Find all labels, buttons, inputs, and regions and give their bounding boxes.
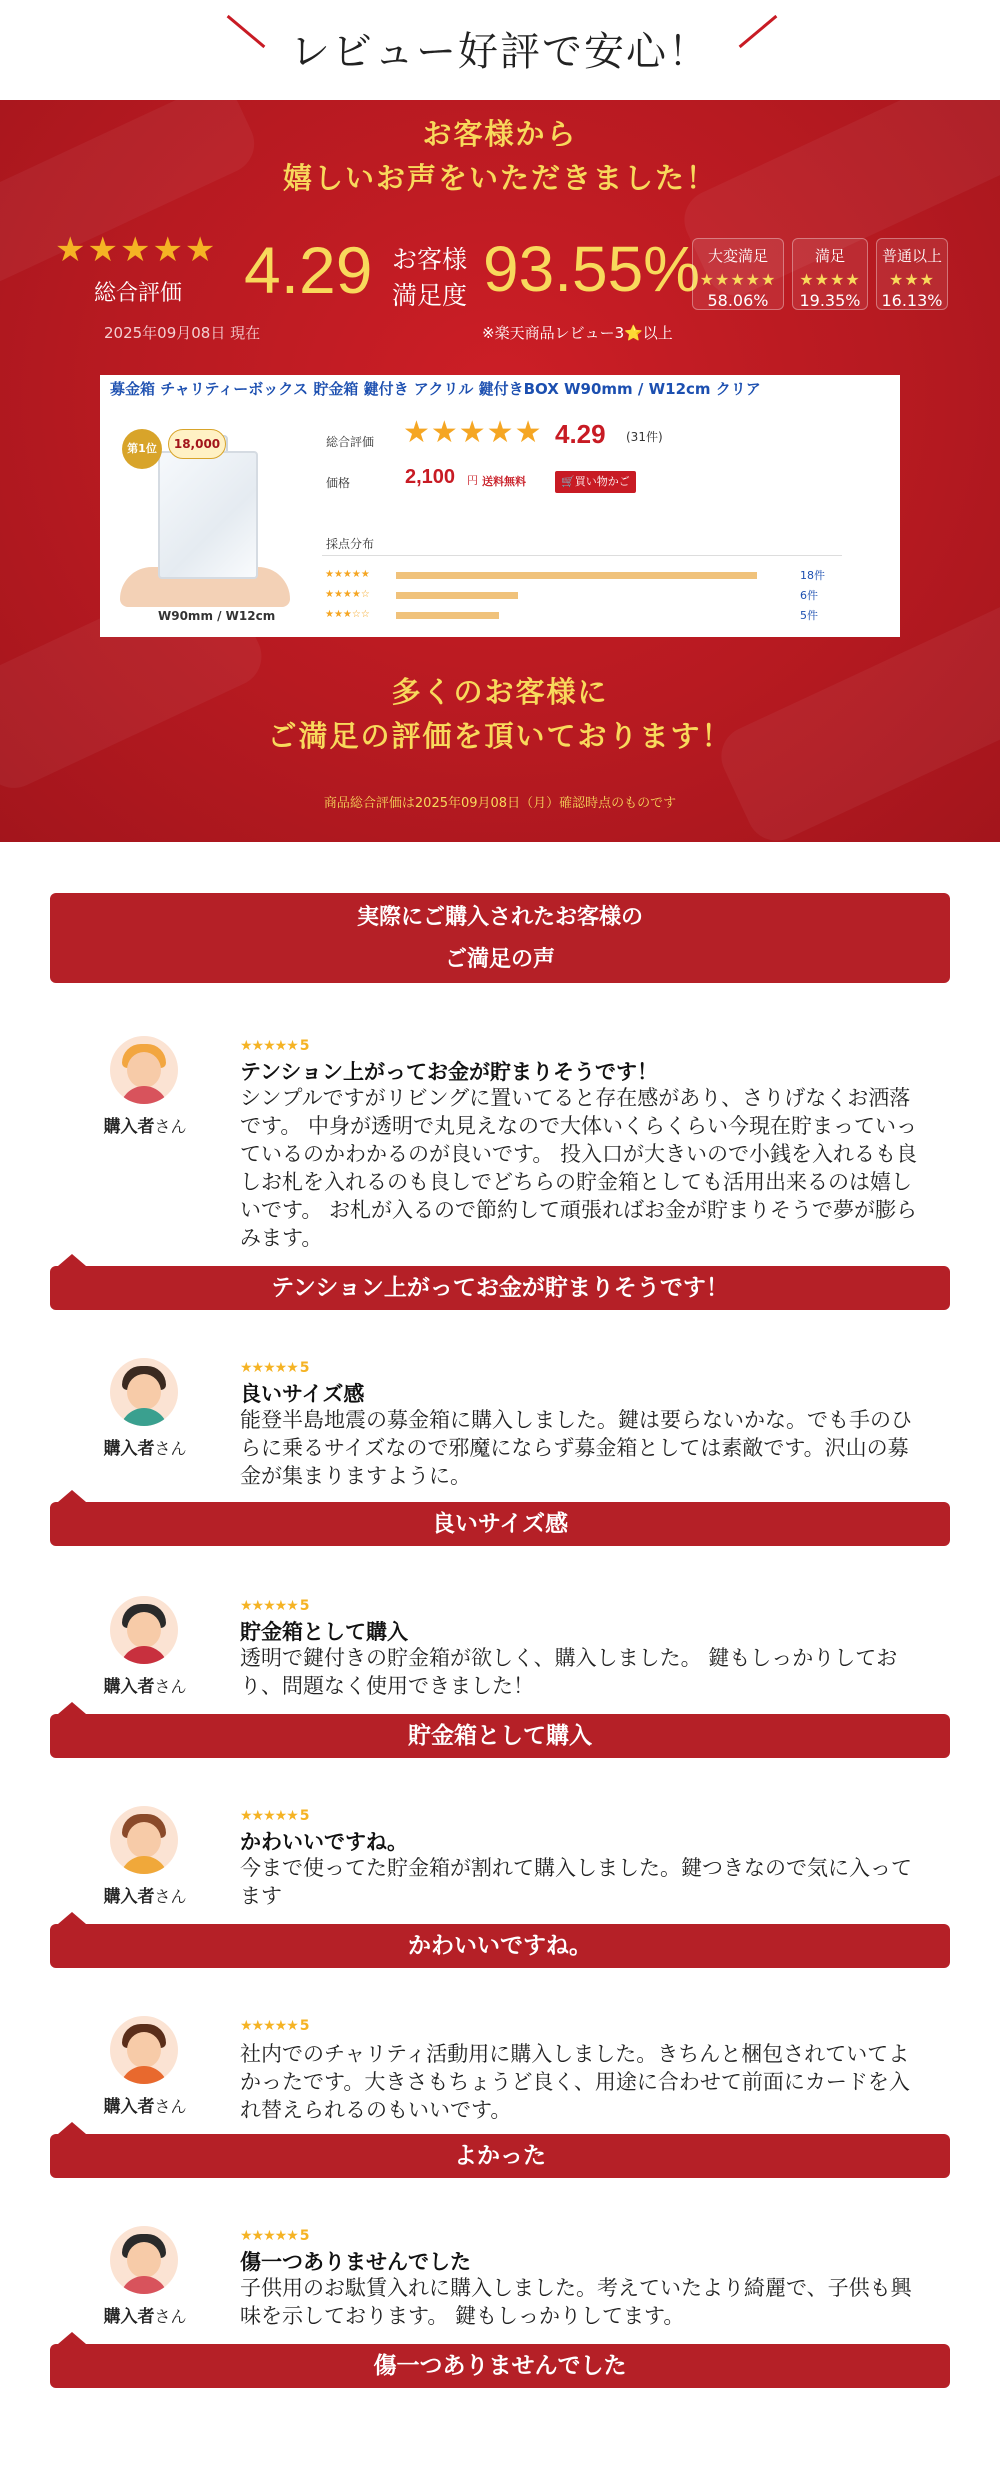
product-photo (120, 407, 290, 632)
divider (322, 555, 842, 556)
reviewer-name: 購入者さん (103, 1117, 187, 1137)
review-banner: 傷一つありませんでした (50, 2344, 950, 2388)
price-value: 2,100 (405, 466, 456, 488)
review-card (0, 1030, 1000, 1320)
review-title: かわいいですね。 (240, 1830, 408, 1854)
product-review-card[interactable] (100, 375, 900, 637)
review-banner: かわいいですね。 (50, 1924, 950, 1968)
satisfaction-note: ※楽天商品レビュー3⭐以上 (482, 324, 673, 342)
reviewer-name: 購入者さん (103, 1677, 187, 1697)
add-to-cart-button[interactable]: 🛒買い物かご (555, 471, 636, 493)
review-body: シンプルですがリビングに置いてると存在感があり、さりげなくお洒落です。 中身が透明で丸見えなので大体いくらくらい今現在貯まっていっているのかわかるのが良いです。 投入口が大きいので小銭を入れるも良しお札を入れるのも良しでどちらの貯金箱としても活用出来るのは嬉しいです。 お札が入るので節約して頑張ればお金が貯まりそうで夢が膨らみます。 (240, 1086, 917, 1250)
breakdown-label: 満足 (814, 247, 845, 265)
avatar-body (120, 1408, 168, 1426)
acrylic-box-shape (158, 451, 258, 579)
rating-count[interactable]: (31件) (626, 430, 663, 444)
rating-score: 4.29 (555, 419, 606, 449)
overall-stars: ★★★★★ (55, 230, 218, 270)
reviewer-avatar (110, 1036, 178, 1104)
reviewer-avatar (110, 2016, 178, 2084)
distribution-bar (396, 592, 518, 599)
rating-label: 総合評価 (326, 435, 375, 449)
hero-footnote: 商品総合評価は2025年09月08日（月）確認時点のものです (323, 796, 677, 811)
overall-score: 4.29 (244, 233, 373, 307)
reviewer-avatar (110, 1358, 178, 1426)
breakdown-label: 大変満足 (707, 247, 768, 265)
distribution-count[interactable]: 6件 (800, 589, 818, 602)
review-stars: ★★★★★ 5 (240, 2228, 309, 2244)
review-title: テンション上がってお金が貯まりそうです！ (240, 1060, 659, 1084)
review-banner: 良いサイズ感 (50, 1502, 950, 1546)
distribution-count[interactable]: 5件 (800, 609, 818, 622)
reviewer-avatar (110, 2226, 178, 2294)
hero-heading-1: お客様から (422, 117, 578, 151)
review-card (0, 1590, 1000, 1770)
distribution-count[interactable]: 18件 (800, 569, 825, 582)
reviewer-name: 購入者さん (103, 1439, 187, 1459)
review-banner: 貯金箱として購入 (50, 1714, 950, 1758)
distribution-stars: ★★★★★ (325, 569, 370, 580)
customer-voice-banner (50, 893, 950, 983)
avatar-body (120, 1086, 168, 1104)
distribution-bar (396, 572, 757, 579)
hero-bottom-heading-1: 多くのお客様に (391, 675, 609, 709)
review-title: 貯金箱として購入 (240, 1620, 408, 1644)
breakdown-percent: 58.06% (707, 291, 769, 310)
avatar-face (127, 1374, 161, 1410)
avatar-body (120, 1856, 168, 1874)
breakdown-badge-very-satisfied (692, 238, 784, 310)
rating-stars: ★★★★★ (403, 415, 543, 450)
avatar-face (127, 2032, 161, 2068)
shipping-label: 送料無料 (482, 475, 526, 488)
breakdown-badge-average (876, 238, 948, 310)
avatar-body (120, 2276, 168, 2294)
price-label: 価格 (326, 476, 351, 490)
review-banner: テンション上がってお金が貯まりそうです！ (50, 1266, 950, 1310)
reviewer-name: 購入者さん (103, 2097, 187, 2117)
review-body: 能登半島地震の募金箱に購入しました。鍵は要らないかな。でも手のひらに乗るサイズなので邪魔にならず募金箱としては素敵です。沢山の募金が集まりますように。 (240, 1408, 912, 1488)
distribution-stars: ★★★☆☆ (325, 609, 370, 620)
satisfaction-label-2: 満足度 (392, 281, 468, 310)
avatar-face (127, 1612, 161, 1648)
banner-line-1: 実際にご購入されたお客様の (356, 905, 643, 930)
hero-bottom-heading-2: ご満足の評価を頂いております！ (267, 719, 733, 753)
review-card (0, 2010, 1000, 2190)
breakdown-percent: 16.13% (881, 291, 943, 310)
breakdown-label: 普通以上 (881, 247, 942, 265)
review-banner: よかった (50, 2134, 950, 2178)
price-unit: 円 (467, 474, 478, 487)
review-body: 透明で鍵付きの貯金箱が欲しく、購入しました。 鍵もしっかりしており、問題なく使用できました！ (240, 1646, 898, 1698)
overall-label: 総合評価 (94, 281, 183, 306)
avatar-face (127, 2242, 161, 2278)
rank-badge: 第1位 (122, 429, 162, 469)
review-stars: ★★★★★ 5 (240, 1598, 309, 1614)
review-body: 子供用のお駄賃入れに購入しました。考えていたより綺麗で、子供も興味を示しております。 鍵もしっかりしてます。 (240, 2276, 912, 2328)
banner-line-2: ご満足の声 (444, 947, 555, 972)
review-body: 今まで使ってた貯金箱が割れて購入しました。鍵つきなので気に入ってます (240, 1856, 912, 1908)
review-card (0, 1352, 1000, 1552)
distribution-label: 採点分布 (326, 537, 375, 551)
overall-date: 2025年09月08日 現在 (104, 324, 261, 342)
satisfaction-label-1: お客様 (392, 245, 468, 274)
breakdown-stars: ★★★★★ (699, 270, 777, 289)
review-card (0, 2220, 1000, 2410)
reviewer-name: 購入者さん (103, 2307, 187, 2327)
review-stars: ★★★★★ 5 (240, 1038, 309, 1054)
review-body: 社内でのチャリティ活動用に購入しました。きちんと梱包されていてよかったです。大きさもちょうど良く、用途に合わせて前面にカードを入れ替えられるのもいいです。 (240, 2042, 910, 2122)
satisfaction-value: 93.55% (483, 233, 701, 305)
reviewer-name: 購入者さん (103, 1887, 187, 1907)
product-title[interactable]: 募金箱 チャリティーボックス 貯金箱 鍵付き アクリル 鍵付きBOX W90mm / W12cm クリア (110, 380, 761, 398)
review-stars: ★★★★★ 5 (240, 2018, 309, 2034)
avatar-face (127, 1052, 161, 1088)
page-title: レビュー好評で安心！ (290, 29, 710, 75)
review-title: 傷一つありませんでした (240, 2250, 471, 2274)
distribution-bar (396, 612, 499, 619)
breakdown-percent: 19.35% (799, 291, 861, 310)
breakdown-stars: ★★★ (888, 270, 936, 289)
header (0, 0, 1000, 100)
reviewer-avatar (110, 1806, 178, 1874)
avatar-face (127, 1822, 161, 1858)
review-card (0, 1800, 1000, 1980)
review-summary-hero (0, 100, 1000, 842)
avatar-body (120, 1646, 168, 1664)
breakdown-stars: ★★★★ (799, 270, 861, 289)
photo-caption: W90mm / W12cm (155, 609, 278, 623)
review-stars: ★★★★★ 5 (240, 1360, 309, 1376)
avatar-body (120, 2066, 168, 2084)
review-stars: ★★★★★ 5 (240, 1808, 309, 1824)
review-title: 良いサイズ感 (240, 1382, 365, 1406)
reviewer-avatar (110, 1596, 178, 1664)
breakdown-badge-satisfied (792, 238, 868, 310)
distribution-stars: ★★★★☆ (325, 589, 370, 600)
sold-badge: 18,000 (168, 429, 226, 459)
hero-heading-2: 嬉しいお声をいただきました！ (282, 161, 717, 195)
